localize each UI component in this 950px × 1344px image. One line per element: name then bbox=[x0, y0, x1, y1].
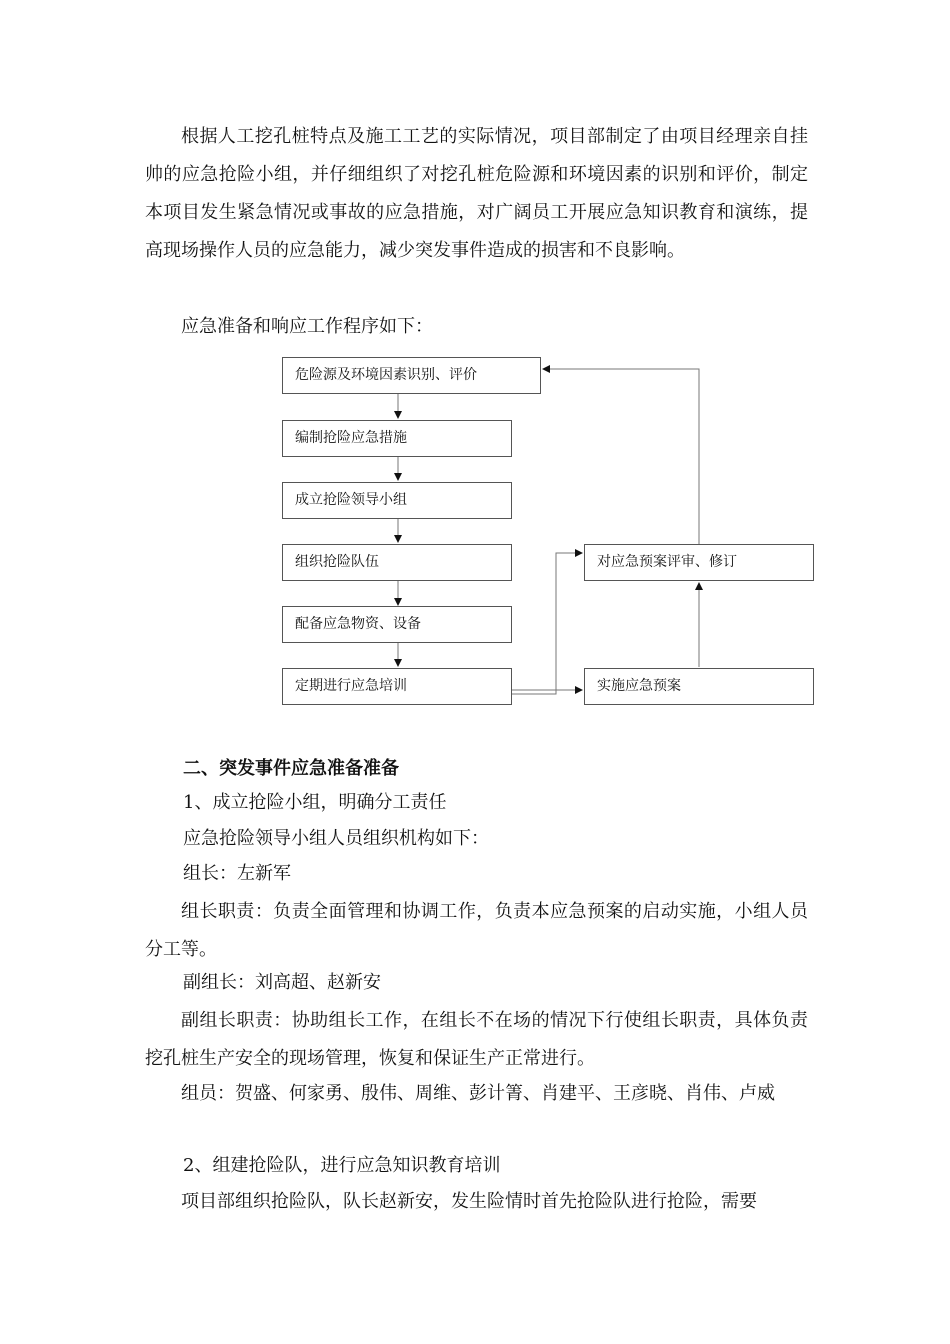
arrow-review-identify bbox=[543, 369, 699, 545]
arrow-training-review bbox=[512, 553, 582, 694]
flow-step-leadership: 成立抢险领导小组 bbox=[282, 482, 512, 519]
flow-step-identify: 危险源及环境因素识别、评价 bbox=[282, 357, 541, 394]
item-1: 1、成立抢险小组，明确分工责任 bbox=[183, 792, 447, 813]
intro-paragraph: 根据人工挖孔桩特点及施工工艺的实际情况，项目部制定了由项目经理亲自挂帅的应急抢险小组，并仔细组织了对挖孔桩危险源和环境因素的识别和评价，制定本项目发生紧急情况或事故的应急措施，对广阔员工开展应急知识教育和演练，提高现场操作人员的应急能力，减少突发事件造成的损害和不良影响。 bbox=[145, 126, 808, 261]
leader-duty: 组长职责：负责全面管理和协调工作，负责本应急预案的启动实施，小组人员分工等。 bbox=[145, 901, 808, 960]
flow-step-review: 对应急预案评审、修订 bbox=[584, 544, 814, 581]
leader: 组长：左新军 bbox=[183, 863, 291, 884]
deputy-duty: 副组长职责：协助组长工作，在组长不在场的情况下行使组长职责，具体负责挖孔桩生产安全的现场管理，恢复和保证生产正常进行。 bbox=[145, 1010, 808, 1069]
section-heading: 二、突发事件应急准备准备 bbox=[183, 758, 399, 779]
team-paragraph: 项目部组织抢险队，队长赵新安，发生险情时首先抢险队进行抢险，需要 bbox=[181, 1191, 757, 1212]
deputy-leaders: 副组长：刘高超、赵新安 bbox=[183, 972, 381, 993]
members: 组员：贺盛、何家勇、殷伟、周维、彭计箐、肖建平、王彦晓、肖伟、卢威 bbox=[181, 1083, 775, 1104]
procedure-intro: 应急准备和响应工作程序如下： bbox=[181, 316, 433, 337]
flow-step-implement: 实施应急预案 bbox=[584, 668, 814, 705]
flow-step-team: 组织抢险队伍 bbox=[282, 544, 512, 581]
org-intro: 应急抢险领导小组人员组织机构如下： bbox=[183, 828, 489, 849]
flow-step-supplies: 配备应急物资、设备 bbox=[282, 606, 512, 643]
flow-step-training: 定期进行应急培训 bbox=[282, 668, 512, 705]
item-2: 2、组建抢险队，进行应急知识教育培训 bbox=[183, 1155, 501, 1176]
flow-step-measures: 编制抢险应急措施 bbox=[282, 420, 512, 457]
